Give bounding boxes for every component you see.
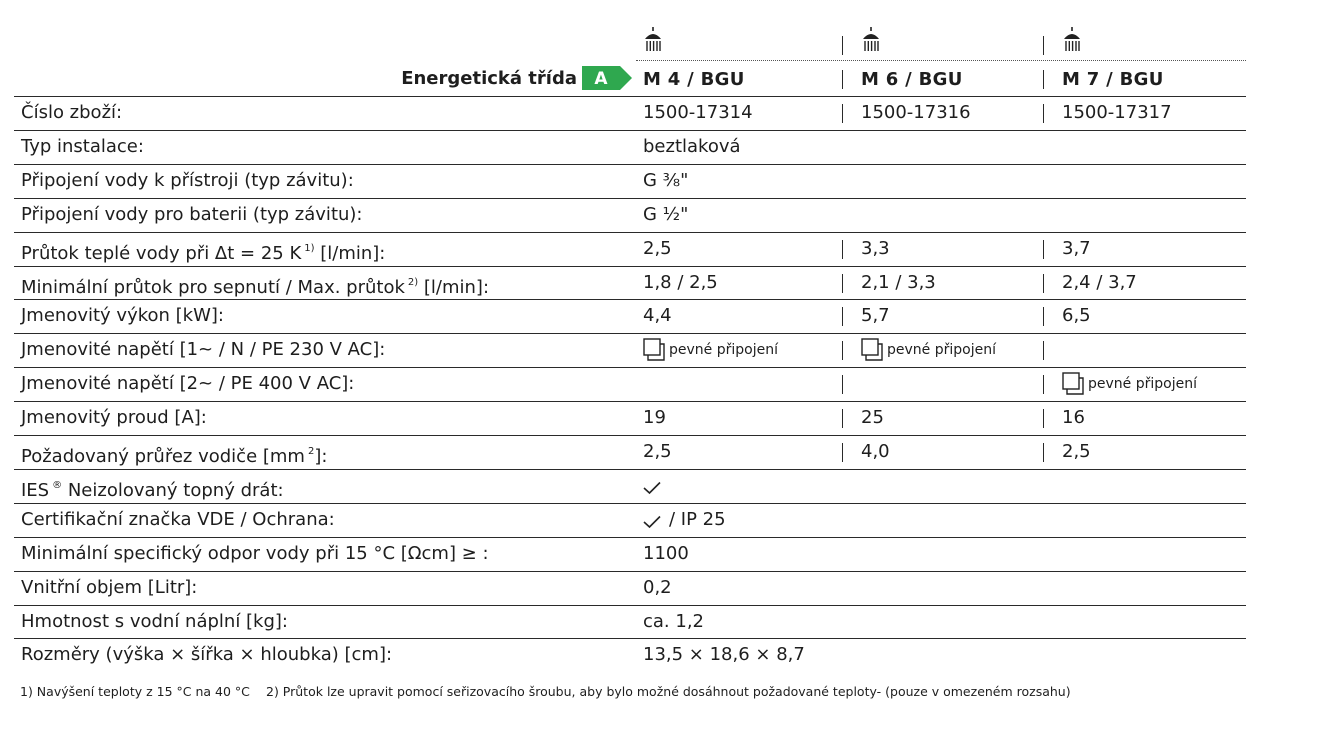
row-divider xyxy=(14,469,1246,470)
row-value-col3: 1500-17317 xyxy=(1062,102,1172,123)
row-label-text: IES xyxy=(21,479,50,501)
row-value-col1: 19 xyxy=(643,407,666,429)
row-value-col1: 1100 xyxy=(643,542,689,564)
column-separator xyxy=(1043,240,1044,259)
protection-class: / IP 25 xyxy=(669,508,726,530)
row-value-col3: 3,7 xyxy=(1062,237,1091,259)
column-separator xyxy=(842,443,843,462)
row-value-col3: 6,5 xyxy=(1062,305,1091,327)
shower-head-icon xyxy=(643,27,663,53)
row-label-text: Minimální specifický odpor vody při 15 °C [Ωcm] ≥ : xyxy=(21,542,489,564)
row-value-col2: 3,3 xyxy=(861,237,890,259)
footnote-ref: 1) xyxy=(304,242,315,254)
row-label-tail: [l/min]: xyxy=(418,276,490,298)
row-label-text: Certifikační značka VDE / Ochrana: xyxy=(21,508,335,530)
row-value-col3: 16 xyxy=(1062,407,1085,429)
row-value-col1: beztlaková xyxy=(643,135,741,157)
column-separator xyxy=(1043,307,1044,326)
model-name-m4: M 4 / BGU xyxy=(643,69,745,90)
shower-head-icon xyxy=(1062,27,1082,53)
checkmark-icon xyxy=(643,514,661,528)
row-value-col2: 2,1 / 3,3 xyxy=(861,271,936,293)
row-divider xyxy=(14,605,1246,606)
row-divider xyxy=(14,435,1246,436)
row-label xyxy=(21,340,385,360)
row-label xyxy=(21,273,489,298)
row-label-text: Typ instalace: xyxy=(21,135,144,157)
header-dotted-divider xyxy=(636,60,1246,61)
row-label-tail: ]: xyxy=(314,446,328,467)
row-value-col1: ca. 1,2 xyxy=(643,610,704,632)
row-label xyxy=(21,239,385,264)
column-separator xyxy=(842,307,843,326)
row-label-tail: [l/min]: xyxy=(314,242,386,264)
row-divider xyxy=(14,503,1246,504)
fixed-connection-cell xyxy=(1062,372,1197,396)
row-label xyxy=(21,544,489,564)
row-value-col1: G ½" xyxy=(643,203,689,225)
row-label-text: Připojení vody k přístroji (typ závitu): xyxy=(21,169,354,191)
shower-head-icon xyxy=(861,27,881,53)
row-value-col2: 4,0 xyxy=(861,441,890,462)
row-divider xyxy=(14,266,1246,267)
row-label-text: Vnitřní objem [Litr]: xyxy=(21,576,198,598)
row-label-text: Číslo zboží: xyxy=(21,102,123,123)
row-label-text: Jmenovitý výkon [kW]: xyxy=(21,305,224,327)
row-value-col1: 13,5 × 18,6 × 8,7 xyxy=(643,644,805,666)
fixed-connection-icon xyxy=(861,338,883,362)
column-separator xyxy=(842,36,843,55)
checkmark-icon xyxy=(643,480,661,494)
row-value-col1: 4,4 xyxy=(643,305,672,327)
fixed-connection-icon xyxy=(643,338,665,362)
row-value-col1: 2,5 xyxy=(643,237,672,259)
row-label xyxy=(21,171,354,191)
energy-class-value: A xyxy=(594,69,608,89)
row-value-col2: 5,7 xyxy=(861,305,890,327)
footnote-ref: 2) xyxy=(407,276,419,288)
row-label-text: Jmenovité napětí [2~ / PE 400 V AC]: xyxy=(21,373,355,395)
row-label xyxy=(21,476,284,501)
row-label-text: Připojení vody pro baterii (typ závitu): xyxy=(21,203,363,225)
column-separator xyxy=(1043,409,1044,428)
column-separator xyxy=(842,274,843,293)
row-value-col1: G ⅜" xyxy=(643,169,689,191)
row-divider xyxy=(14,299,1246,300)
row-label xyxy=(21,306,224,326)
row-label-text: Jmenovité napětí [1~ / N / PE 230 V AC]: xyxy=(21,339,386,361)
footnote-1: 1) Navýšení teploty z 15 °C na 40 °C xyxy=(20,684,250,699)
row-label-text: Hmotnost s vodní náplní [kg]: xyxy=(21,610,288,632)
row-label xyxy=(21,374,354,394)
row-label xyxy=(21,645,392,665)
row-label-text: Rozměry (výška × šířka × hloubka) [cm]: xyxy=(21,644,393,666)
row-label-text: Průtok teplé vody při Δt = 25 K xyxy=(21,242,302,264)
row-label xyxy=(21,103,122,123)
row-divider xyxy=(14,401,1246,402)
row-label-tail: Neizolovaný topný drát: xyxy=(62,479,284,501)
energy-class-label: Energetická třída xyxy=(401,68,577,89)
column-separator xyxy=(842,409,843,428)
fixed-connection-cell xyxy=(861,338,996,362)
fixed-connection-label: pevné připojení xyxy=(669,342,778,359)
row-label xyxy=(21,510,335,530)
row-value-col1: 1500-17314 xyxy=(643,102,753,123)
row-divider xyxy=(14,537,1246,538)
row-label-text: Požadovaný průřez vodiče [mm xyxy=(21,446,305,467)
model-name-m7: M 7 / BGU xyxy=(1062,69,1164,90)
row-divider xyxy=(14,571,1246,572)
column-separator xyxy=(1043,70,1044,89)
row-value-col2: 1500-17316 xyxy=(861,102,971,123)
row-value-col1: 0,2 xyxy=(643,576,672,598)
row-divider xyxy=(14,232,1246,233)
column-separator xyxy=(1043,104,1044,123)
column-separator xyxy=(1043,341,1044,360)
row-label xyxy=(21,612,288,632)
column-separator xyxy=(842,104,843,123)
row-label xyxy=(21,408,207,428)
fixed-connection-label: pevné připojení xyxy=(887,342,996,359)
row-label xyxy=(21,137,144,157)
row-label xyxy=(21,205,363,225)
model-name-m6: M 6 / BGU xyxy=(861,69,963,90)
fixed-connection-cell xyxy=(643,338,778,362)
column-separator xyxy=(842,375,843,394)
row-divider xyxy=(14,198,1246,199)
row-value-col2: 25 xyxy=(861,407,884,429)
footnote-ref: ® xyxy=(52,479,63,491)
energy-class-badge xyxy=(582,66,632,90)
column-separator xyxy=(842,341,843,360)
row-label-text: Jmenovitý proud [A]: xyxy=(21,407,207,429)
row-value-col3: 2,5 xyxy=(1062,441,1091,462)
row-divider xyxy=(14,333,1246,334)
column-separator xyxy=(842,70,843,89)
row-value-col1: 2,5 xyxy=(643,441,672,462)
row-value-col1: 1,8 / 2,5 xyxy=(643,271,718,293)
row-label xyxy=(21,442,327,467)
row-label-text: Minimální průtok pro sepnutí / Max. průtok xyxy=(21,276,405,298)
footnote-2: 2) Průtok lze upravit pomocí seřizovacího šroubu, aby bylo možné dosáhnout požadované teploty- (pouze v omezeném rozsahu) xyxy=(266,684,1071,699)
column-separator xyxy=(842,240,843,259)
column-separator xyxy=(1043,274,1044,293)
column-separator xyxy=(1043,443,1044,462)
fixed-connection-icon xyxy=(1062,372,1084,396)
row-value-col3: 2,4 / 3,7 xyxy=(1062,271,1137,293)
column-separator xyxy=(1043,375,1044,394)
column-separator xyxy=(1043,36,1044,55)
row-divider xyxy=(14,164,1246,165)
row-divider xyxy=(14,130,1246,131)
table-top-border xyxy=(14,96,1246,97)
row-label xyxy=(21,578,197,598)
fixed-connection-label: pevné připojení xyxy=(1088,376,1197,393)
row-divider xyxy=(14,367,1246,368)
footnote-ref: 2 xyxy=(307,446,315,457)
row-divider xyxy=(14,638,1246,639)
